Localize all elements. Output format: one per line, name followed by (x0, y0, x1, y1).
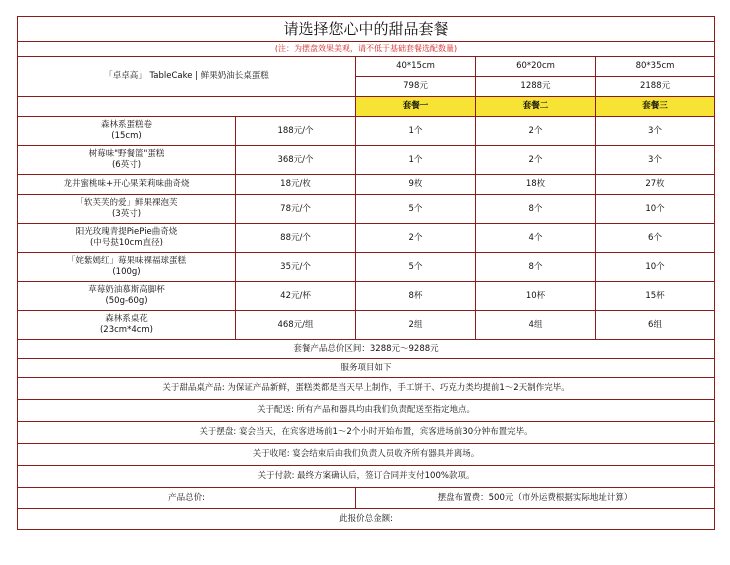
table-row (18, 253, 715, 282)
package-header-spacer (18, 97, 356, 117)
item-unit-price: 88元/个 (236, 224, 356, 253)
page-title: 请选择您心中的甜品套餐 (283, 19, 449, 38)
item-unit-price: 188元/个 (236, 117, 356, 146)
item-name-cell (18, 224, 236, 253)
item-unit-price: 35元/个 (236, 253, 356, 282)
item-qty-pkg1: 2组 (356, 311, 476, 340)
selection-note: (注：为摆盘效果美观，请不低于基础套餐选配数量) (274, 43, 458, 53)
item-spec: (中号挞10cm直径) (90, 238, 163, 248)
item-name: 「软芙芙的爱」鲜果裸泡芙 (75, 198, 178, 209)
package-1-label: 套餐一 (356, 97, 476, 117)
table-row (18, 282, 715, 311)
item-qty-pkg1: 5个 (356, 195, 476, 224)
item-spec: (50g-60g) (105, 296, 148, 306)
service-item-products: 关于甜品桌产品: 为保证产品新鲜，蛋糕类都是当天早上制作，手工饼干、巧克力类均提前1～2天制作完毕。 (18, 378, 715, 400)
price-2: 1288元 (476, 77, 596, 97)
item-unit-price: 42元/杯 (236, 282, 356, 311)
item-qty-pkg2: 8个 (476, 195, 596, 224)
note-cell (18, 42, 715, 57)
item-qty-pkg1: 9枚 (356, 175, 476, 195)
item-qty-pkg2: 2个 (476, 117, 596, 146)
quote-table (17, 16, 715, 530)
item-qty-pkg1: 8杯 (356, 282, 476, 311)
title-cell (18, 17, 715, 42)
item-qty-pkg1: 1个 (356, 117, 476, 146)
table-row (18, 175, 715, 195)
item-qty-pkg3: 15杯 (596, 282, 715, 311)
price-1: 798元 (356, 77, 476, 97)
setup-fee-label: 摆盘布置费：500元（市外运费根据实际地址计算） (356, 488, 715, 509)
item-name-cell (18, 253, 236, 282)
item-spec: (15cm) (111, 131, 142, 141)
item-name: 森林系桌花 (105, 314, 148, 325)
service-item-payment: 关于付款: 最终方案确认后，签订合同并支付100%款项。 (18, 466, 715, 488)
price-3: 2188元 (596, 77, 715, 97)
item-name: 森林系蛋糕卷 (100, 120, 152, 131)
total-price-range: 套餐产品总价区间：3288元～9288元 (18, 340, 715, 359)
item-spec: (100g) (112, 267, 141, 277)
service-item-delivery: 关于配送: 所有产品和器具均由我们负责配送至指定地点。 (18, 400, 715, 422)
item-qty-pkg2: 10杯 (476, 282, 596, 311)
product-total-label: 产品总价: (18, 488, 356, 509)
service-item-setup: 关于摆盘: 宴会当天，在宾客进场前1～2个小时开始布置，宾客进场前30分钟布置完毕。 (18, 422, 715, 444)
item-qty-pkg3: 6组 (596, 311, 715, 340)
item-qty-pkg1: 1个 (356, 146, 476, 175)
item-qty-pkg3: 10个 (596, 195, 715, 224)
item-qty-pkg2: 4组 (476, 311, 596, 340)
service-item-cleanup: 关于收尾: 宴会结束后由我们负责人员收齐所有器具并离场。 (18, 444, 715, 466)
item-name-cell (18, 195, 236, 224)
item-qty-pkg3: 3个 (596, 117, 715, 146)
item-spec: (6英寸) (111, 160, 142, 170)
size-1: 40*15cm (356, 57, 476, 77)
item-qty-pkg1: 2个 (356, 224, 476, 253)
table-row (18, 311, 715, 340)
package-3-label: 套餐三 (596, 97, 715, 117)
item-name: 阳光玫瑰青提PiePie曲奇烧 (75, 227, 178, 238)
item-name-cell (18, 282, 236, 311)
item-unit-price: 18元/枚 (236, 175, 356, 195)
item-qty-pkg2: 2个 (476, 146, 596, 175)
service-section-title: 服务项目如下 (18, 359, 715, 378)
item-name-cell (18, 175, 236, 195)
item-qty-pkg3: 10个 (596, 253, 715, 282)
grand-total-label: 此报价总金额: (18, 509, 715, 530)
item-unit-price: 468元/组 (236, 311, 356, 340)
item-name: 龙井蜜桃味+开心果茉莉味曲奇烧 (63, 179, 190, 190)
item-qty-pkg3: 27枚 (596, 175, 715, 195)
item-name: 「姹紫嫣红」莓果味裸福球蛋糕 (66, 256, 186, 267)
item-spec: (23cm*4cm) (99, 325, 153, 335)
item-spec: (3英寸) (111, 209, 142, 219)
item-name: 草莓奶油慕斯高脚杯 (88, 285, 165, 296)
table-row (18, 195, 715, 224)
item-name: 树莓味"野餐篮"蛋糕 (88, 149, 165, 160)
package-2-label: 套餐二 (476, 97, 596, 117)
item-name-cell (18, 117, 236, 146)
size-3: 80*35cm (596, 57, 715, 77)
item-qty-pkg2: 8个 (476, 253, 596, 282)
table-row (18, 224, 715, 253)
item-name-cell (18, 311, 236, 340)
table-row (18, 117, 715, 146)
table-row (18, 146, 715, 175)
item-qty-pkg2: 18枚 (476, 175, 596, 195)
item-qty-pkg2: 4个 (476, 224, 596, 253)
size-2: 60*20cm (476, 57, 596, 77)
item-unit-price: 368元/个 (236, 146, 356, 175)
item-name-cell (18, 146, 236, 175)
item-unit-price: 78元/个 (236, 195, 356, 224)
item-qty-pkg1: 5个 (356, 253, 476, 282)
item-qty-pkg3: 6个 (596, 224, 715, 253)
product-name: 「卓卓高」 TableCake | 鲜果奶油长桌蛋糕 (18, 57, 356, 97)
item-qty-pkg3: 3个 (596, 146, 715, 175)
